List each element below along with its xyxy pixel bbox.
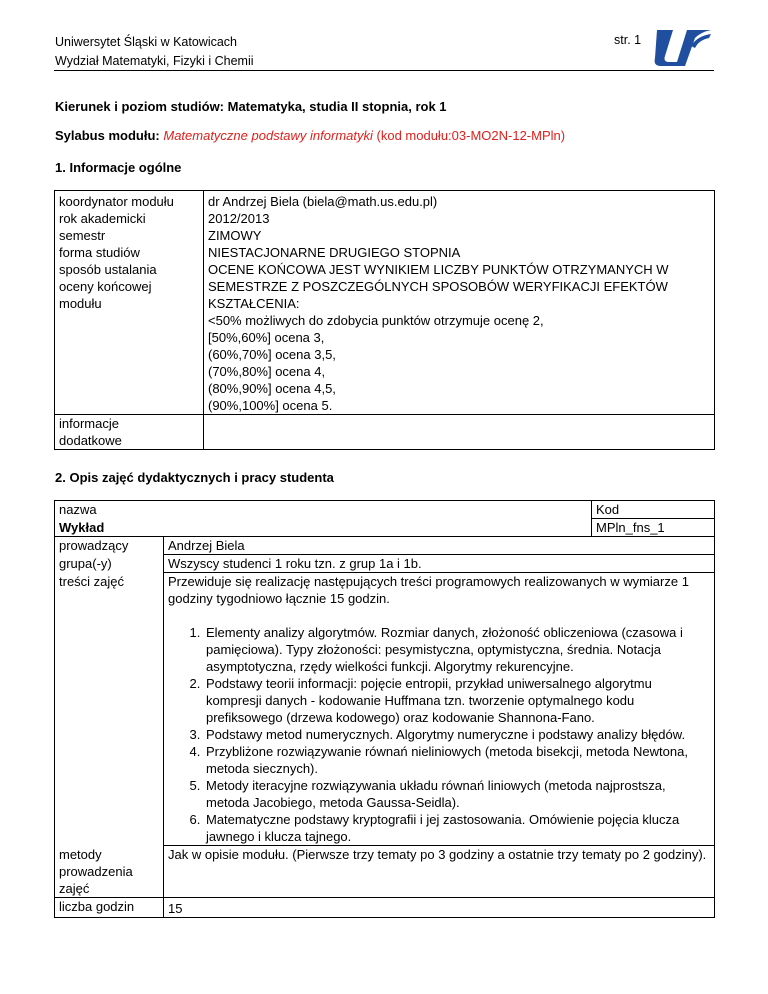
faculty-name: Wydział Matematyki, Fizyki i Chemii	[55, 54, 254, 68]
lecturer-value: Andrzej Biela	[164, 537, 715, 555]
hours-value: 15	[164, 897, 715, 917]
grading-label: sposób ustalania oceny końcowej modułu	[59, 262, 157, 311]
coordinator-value: dr Andrzej Biela (biela@math.us.edu.pl)	[208, 194, 438, 209]
hours-label: liczba godzin	[55, 897, 164, 917]
name-label: nazwa	[55, 501, 592, 519]
page-number: str. 1	[614, 33, 642, 47]
table-row	[55, 191, 715, 415]
table-row	[55, 573, 715, 846]
group-label: grupa(-y)	[55, 555, 164, 573]
group-value: Wszyscy studenci 1 roku tzn. z grup 1a i 1b.	[164, 555, 715, 573]
lecture-label: Wykład	[55, 519, 592, 537]
topics-list	[168, 624, 710, 845]
section2-title: 2. Opis zajęć dydaktycznych i pracy studenta	[55, 470, 334, 485]
syllabus-label: Sylabus modułu:	[55, 128, 160, 143]
year-label: rok akademicki	[59, 211, 146, 226]
list-item: 3. Podstawy metod numerycznych. Algorytmy numeryczne i podstawy analizy błędów.	[204, 726, 710, 743]
list-item: 5. Metody iteracyjne rozwiązywania układu równań liniowych (metoda najprostsza, metoda Jacobiego, metoda Gaussa-Seidla).	[204, 777, 710, 811]
year-value: 2012/2013	[208, 211, 270, 226]
semester-value: ZIMOWY	[208, 228, 262, 243]
classes-table	[54, 500, 715, 918]
table-row	[55, 555, 715, 573]
content-label: treści zajęć	[55, 573, 164, 846]
lecturer-label: prowadzący	[55, 537, 164, 555]
lecture-code: MPln_fns_1	[592, 519, 715, 537]
header-rule	[54, 70, 714, 71]
list-item: 2. Podstawy teorii informacji: pojęcie entropii, przykład uniwersalnego algorytmu kompresji danych - kodowanie Huffmana tzn. tworzenie optymalnego kodu prefiksowego (drzewa kodowego) oraz kodowanie Shannona-Fano.	[204, 675, 710, 726]
methods-label: metody prowadzenia zajęć	[55, 846, 164, 898]
university-logo	[651, 26, 715, 72]
list-item: 6. Matematyczne podstawy kryptografii i jej zastosowania. Omówienie pojęcia klucza jawnego i klucza tajnego.	[204, 811, 710, 845]
list-item: 4. Przybliżone rozwiązywanie równań nieliniowych (metoda bisekcji, metoda Newtona, metoda siecznych).	[204, 743, 710, 777]
study-line: Kierunek i poziom studiów: Matematyka, studia II stopnia, rok 1	[55, 99, 447, 114]
module-name: Matematyczne podstawy informatyki	[163, 128, 373, 143]
form-label: forma studiów	[59, 245, 140, 260]
content-intro: Przewiduje się realizację następujących treści programowych realizowanych w wymiarze 1 godziny tygodniowo łącznie 15 godzin.	[168, 574, 689, 606]
table-row	[55, 501, 715, 519]
form-value: NIESTACJONARNE DRUGIEGO STOPNIA	[208, 245, 461, 260]
section1-title: 1. Informacje ogólne	[55, 160, 182, 175]
coordinator-label: koordynator modułu	[59, 194, 174, 209]
general-info-table	[54, 190, 715, 450]
module-code: (kod modułu:03-MO2N-12-MPln)	[376, 128, 566, 143]
table-row	[55, 415, 715, 450]
semester-label: semestr	[59, 228, 106, 243]
info-value	[204, 415, 715, 450]
list-item: 1. Elementy analizy algorytmów. Rozmiar danych, złożoność obliczeniowa (czasowa i pamięciowa). Typy złożoności: pesymistyczna, optymistyczna, średnia. Notacja asymptotyczna, rzędy wielkości funkcji. Algorytmy rekurencyjne.	[204, 624, 710, 675]
table-row	[55, 519, 715, 537]
grading-value: OCENE KOŃCOWA JEST WYNIKIEM LICZBY PUNKTÓW OTRZYMANYCH W SEMESTRZE Z POSZCZEGÓLNYCH SPOSOBÓW WERYFIKACJI EFEKTÓW KSZTAŁCENIA: <50% możliwych do zdobycia punktów otrzymuje ocenę 2, [50%,60%] ocena 3, (60%,70%] ocena 3,5, (70%,80%] ocena 4, (80%,90%] ocena 4,5, (90%,100%] ocena 5.	[208, 262, 669, 413]
page-header	[55, 33, 254, 71]
syllabus-line	[55, 128, 565, 143]
university-name: Uniwersytet Śląski w Katowicach	[55, 35, 238, 49]
info-label: informacje dodatkowe	[55, 415, 204, 450]
table-row	[55, 897, 715, 917]
table-row	[55, 846, 715, 898]
content-value	[164, 573, 715, 846]
code-label: Kod	[592, 501, 715, 519]
methods-value: Jak w opisie modułu. (Pierwsze trzy tematy po 3 godziny a ostatnie trzy tematy po 2 godziny).	[164, 846, 715, 898]
table-row	[55, 537, 715, 555]
